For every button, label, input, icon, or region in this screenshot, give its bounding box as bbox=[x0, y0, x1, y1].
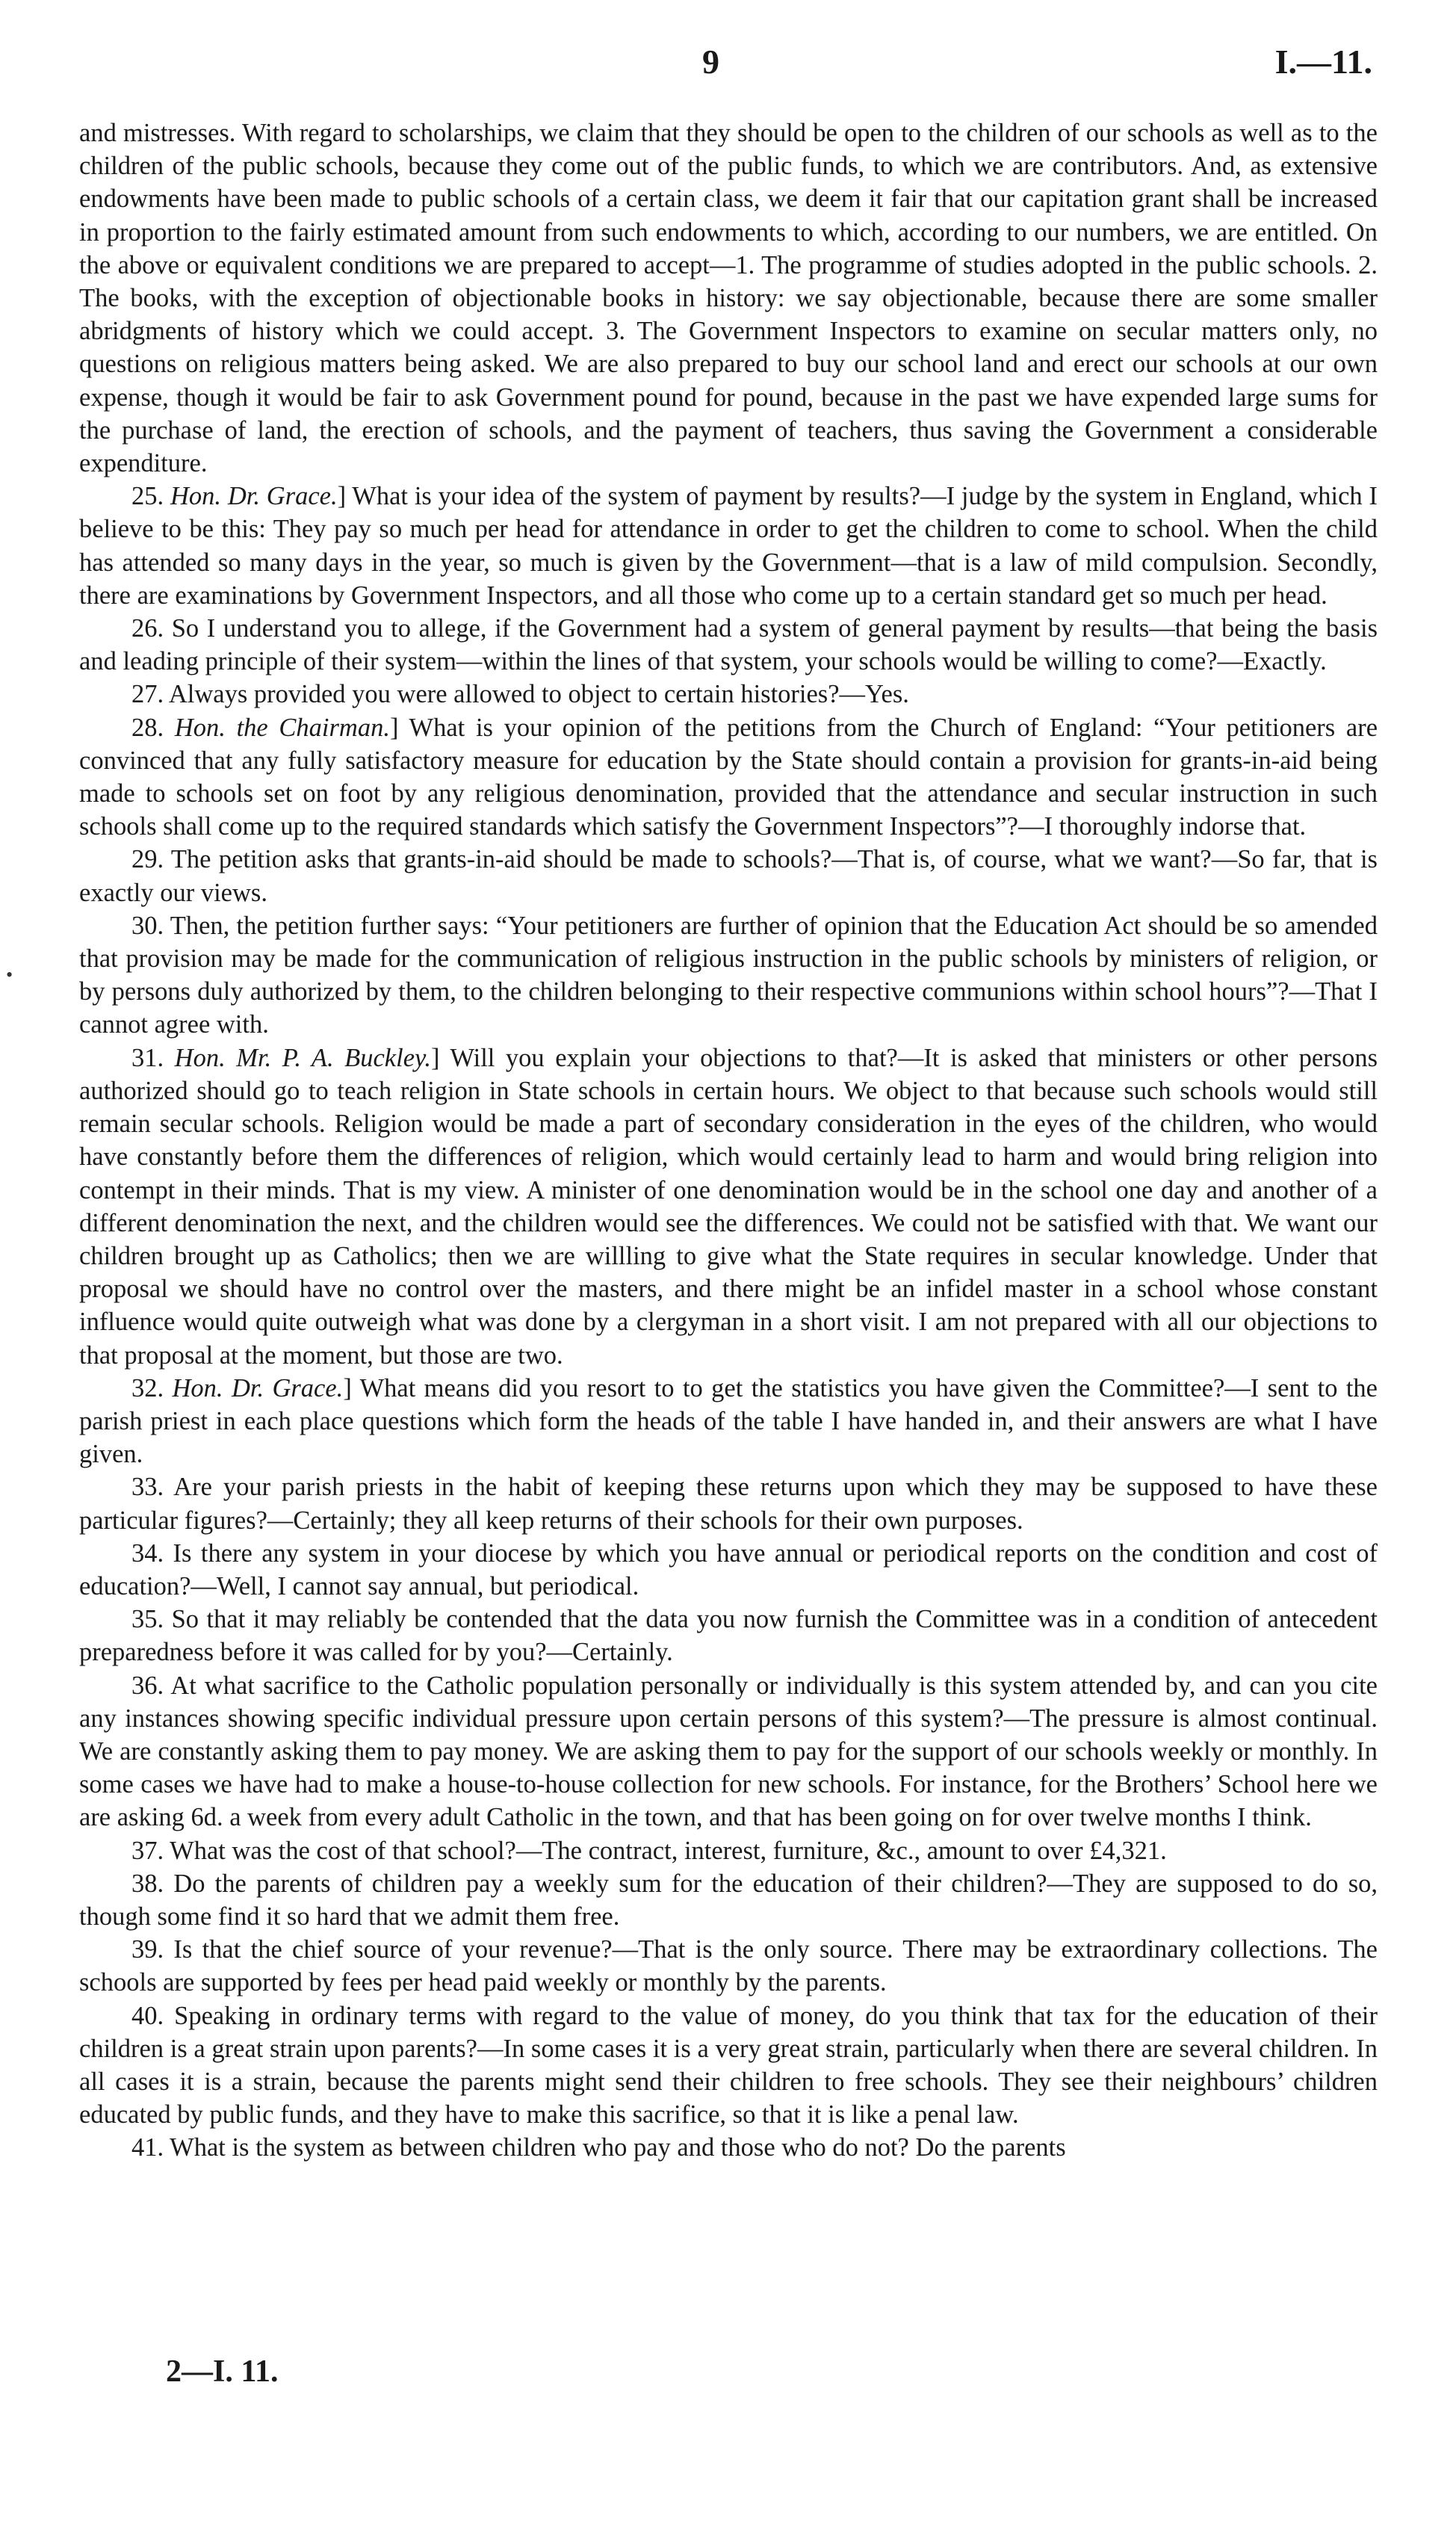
question-text: Is there any system in your diocese by which you have annual or periodical reports on the condition and cost of education?—Well, I cannot say annual, but periodical. bbox=[79, 1538, 1378, 1600]
question-34 bbox=[79, 1537, 1378, 1603]
question-text: ] What is your opinion of the petitions from the Church of England: “Your petitioners are convinced that any fully satisfactory measure for education by the State should contain a provision for grants-in-aid being made to schools set on foot by any religious denomination, provided that the attendance and secular instruction in such schools shall come up to the required standards which satisfy the Government Inspectors”?—I thoroughly indorse that. bbox=[79, 713, 1378, 841]
question-text: So I understand you to allege, if the Government had a system of general payment by results—that being the basis and leading principle of their system—within the lines of that system, your schools would be willing to come?—Exactly. bbox=[79, 614, 1378, 676]
question-text: Is that the chief source of your revenue?—That is the only source. There may be extraordinary collections. The schools are supported by fees per head paid weekly or monthly by the parents. bbox=[79, 1935, 1378, 1997]
question-39 bbox=[79, 1933, 1378, 1999]
question-number: 30. bbox=[131, 911, 164, 940]
question-text: At what sacrifice to the Catholic population personally or individually is this system attended by, and can you cite any instances showing specific individual pressure upon certain persons of this system?—The pressure is almost continual. We are constantly asking them to pay money. We are asking them to pay for the support of our schools weekly or monthly. In some cases we have had to make a house-to-house collection for new schools. For instance, for the Brothers’ School here we are asking 6d. a week from every adult Catholic in the town, and that has been going on for over twelve months I think. bbox=[79, 1671, 1378, 1832]
question-text: Are your parish priests in the habit of keeping these returns upon which they may be supposed to have these particular figures?—Certainly; they all keep returns of their schools for their own purposes. bbox=[79, 1473, 1378, 1535]
question-text: What was the cost of that school?—The contract, interest, furniture, &c., amount to over £4,321. bbox=[170, 1836, 1167, 1865]
margin-mark: • bbox=[6, 964, 13, 986]
question-number: 33. bbox=[131, 1473, 164, 1502]
question-31 bbox=[79, 1042, 1378, 1372]
speaker: Hon. the Chairman. bbox=[174, 713, 390, 742]
question-29 bbox=[79, 843, 1378, 909]
question-number: 29. bbox=[131, 845, 164, 874]
question-37 bbox=[79, 1834, 1378, 1867]
question-40 bbox=[79, 2000, 1378, 2132]
question-number: 36. bbox=[131, 1671, 164, 1700]
question-text: Do the parents of children pay a weekly sum for the education of their children?—They are supposed to do so, though some find it so hard that we admit them free. bbox=[79, 1869, 1378, 1931]
question-number: 27. bbox=[131, 680, 164, 709]
question-text: Always provided you were allowed to object to certain histories?—Yes. bbox=[168, 680, 909, 709]
question-text: Then, the petition further says: “Your petitioners are further of opinion that the Education Act should be so amended that provision may be made for the communication of religious instruction in the public schools by ministers of religion, or by persons duly authorized by them, to the children belonging to their respective communions within school hours”?—That I cannot agree with. bbox=[79, 911, 1378, 1039]
document-reference: I.—11. bbox=[1274, 43, 1372, 81]
question-number: 26. bbox=[131, 614, 164, 643]
question-number: 25. bbox=[131, 482, 164, 511]
paragraph-text: and mistresses. With regard to scholarships, we claim that they should be open to the children of our schools as well as to the children of the public schools, because they come out of the public funds, to which we are contributors. And, as extensive endowments have been made to public schools of a certain class, we deem it fair that our capitation grant shall be increased in proportion to the fairly estimated amount from such endowments to which, according to our numbers, we are entitled. On the above or equivalent conditions we are prepared to accept—1. The programme of studies adopted in the public schools. 2. The books, with the exception of objectionable books in history: we say objectionable, because there are some smaller abridgments of history which we could accept. 3. The Government Inspectors to examine on secular matters only, no questions on religious matters being asked. We are also prepared to buy our school land and erect our schools at our own expense, though it would be fair to ask Government pound for pound, because in the past we have expended large sums for the purchase of land, the erection of schools, and the payment of teachers, thus saving the Government a considerable expenditure. bbox=[79, 119, 1378, 478]
speaker: Hon. Dr. Grace. bbox=[170, 482, 338, 511]
question-28 bbox=[79, 711, 1378, 844]
question-number: 40. bbox=[131, 2001, 164, 2030]
speaker: Hon. Mr. P. A. Buckley. bbox=[174, 1043, 432, 1072]
question-32 bbox=[79, 1372, 1378, 1471]
question-38 bbox=[79, 1867, 1378, 1933]
question-number: 41. bbox=[131, 2133, 164, 2162]
question-25 bbox=[79, 480, 1378, 612]
question-30 bbox=[79, 909, 1378, 1042]
question-text: ] What means did you resort to to get the statistics you have given the Committee?—I sent to the parish priest in each place questions which form the heads of the table I have handed in, and their answers are what I have given. bbox=[79, 1373, 1378, 1469]
question-number: 34. bbox=[131, 1538, 164, 1568]
question-35 bbox=[79, 1603, 1378, 1668]
body-text bbox=[79, 117, 1378, 2165]
question-number: 31. bbox=[131, 1043, 164, 1072]
question-36 bbox=[79, 1669, 1378, 1834]
question-text: Speaking in ordinary terms with regard to the value of money, do you think that tax for the education of their children is a great strain upon parents?—In some cases it is a very great strain, particularly when there are several children. In all cases it is a strain, because the parents might send their children to free schools. They see their neighbours’ children educated by public funds, and they have to make this sacrifice, so that it is like a penal law. bbox=[79, 2001, 1378, 2130]
question-number: 35. bbox=[131, 1605, 164, 1634]
speaker: Hon. Dr. Grace. bbox=[172, 1373, 344, 1402]
question-26 bbox=[79, 612, 1378, 678]
question-41 bbox=[79, 2131, 1378, 2164]
paragraph-continuation bbox=[79, 117, 1378, 480]
question-text: ] What is your idea of the system of payment by results?—I judge by the system in England, which I believe to be this: They pay so much per head for attendance in order to get the children to come to school. When the child has attended so many days in the year, so much is given by the Government—that is a law of mild compulsion. Secondly, there are examinations by Government Inspectors, and all those who come up to a certain standard get so much per head. bbox=[79, 482, 1378, 610]
question-number: 37. bbox=[131, 1836, 164, 1865]
question-number: 38. bbox=[131, 1869, 164, 1898]
question-number: 39. bbox=[131, 1935, 164, 1964]
question-27 bbox=[79, 678, 1378, 711]
question-text: ] Will you explain your objections to that?—It is asked that ministers or other persons authorized should go to teach religion in State schools in certain hours. We object to that because such schools would still remain secular schools. Religion would be made a part of secondary consideration in the eyes of the children, who would have constantly before them the differences of religion, which would certainly lead to harm and would bring religion into contempt in their minds. That is my view. A minister of one denomination would be in the school one day and another of a different denomination the next, and the children would see the differences. We could not be satisfied with that. We want our children brought up as Catholics; then we are willling to give what the State requires in secular knowledge. Under that proposal we should have no control over the masters, and there might be an infidel master in a school whose constant influence would quite outweigh what was done by a clergyman in a short visit. I am not prepared with all our objections to that proposal at the moment, but those are two. bbox=[79, 1043, 1378, 1370]
page-number: 9 bbox=[702, 43, 719, 81]
question-33 bbox=[79, 1470, 1378, 1536]
question-text: So that it may reliably be contended that the data you now furnish the Committee was in a condition of antecedent preparedness before it was called for by you?—Certainly. bbox=[79, 1605, 1378, 1667]
question-number: 28. bbox=[131, 713, 164, 742]
question-text: The petition asks that grants-in-aid should be made to schools?—That is, of course, what we want?—So far, that is exactly our views. bbox=[79, 845, 1378, 907]
signature-mark: 2—I. 11. bbox=[166, 2354, 279, 2389]
question-number: 32. bbox=[131, 1373, 164, 1402]
question-text: What is the system as between children who pay and those who do not? Do the parents bbox=[170, 2133, 1066, 2162]
